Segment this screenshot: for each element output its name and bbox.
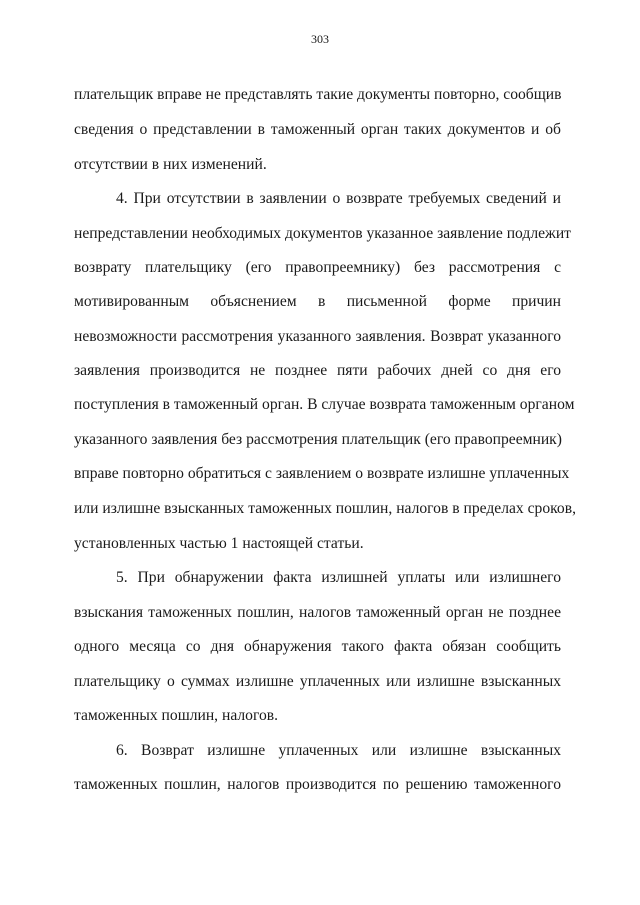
page-number: 303 [311, 32, 329, 46]
text-line: установленных частью 1 настоящей статьи. [74, 535, 364, 552]
paragraph-5-start: 5. При обнаружении факта излишней уплаты или излишнего [116, 569, 561, 586]
paragraph-4-start: 4. При отсутствии в заявлении о возврате требуемых сведений и [116, 190, 561, 207]
text-line: плательщик вправе не представлять такие документы повторно, сообщив [74, 86, 562, 103]
text-line: взыскания таможенных пошлин, налогов таможенный орган не позднее [74, 604, 561, 621]
text-line: таможенных пошлин, налогов производится по решению таможенного [74, 776, 561, 793]
text-line: вправе повторно обратиться с заявлением о возврате излишне уплаченных [74, 465, 570, 482]
text-line: одного месяца со дня обнаружения такого факта обязан сообщить [74, 638, 561, 655]
text-line: или излишне взысканных таможенных пошлин, налогов в пределах сроков, [74, 500, 576, 517]
text-line: мотивированным объяснением в письменной форме причин [74, 293, 561, 310]
text-line: отсутствии в них изменений. [74, 156, 267, 173]
text-line: сведения о представлении в таможенный орган таких документов и об [74, 121, 561, 138]
text-line: непредставлении необходимых документов указанное заявление подлежит [74, 225, 571, 242]
text-line: поступления в таможенный орган. В случае возврата таможенным органом [74, 396, 575, 413]
paragraph-6-start: 6. Возврат излишне уплаченных или излишне взысканных [116, 742, 561, 759]
text-line: плательщику о суммах излишне уплаченных или излишне взысканных [74, 673, 561, 690]
text-line: невозможности рассмотрения указанного заявления. Возврат указанного [74, 328, 561, 345]
text-line: таможенных пошлин, налогов. [74, 707, 279, 724]
text-line: возврату плательщику (его правопреемнику) без рассмотрения с [74, 259, 561, 276]
text-line: указанного заявления без рассмотрения плательщик (его правопреемник) [74, 431, 562, 448]
text-line: заявления производится не позднее пяти рабочих дней со дня его [74, 362, 561, 379]
